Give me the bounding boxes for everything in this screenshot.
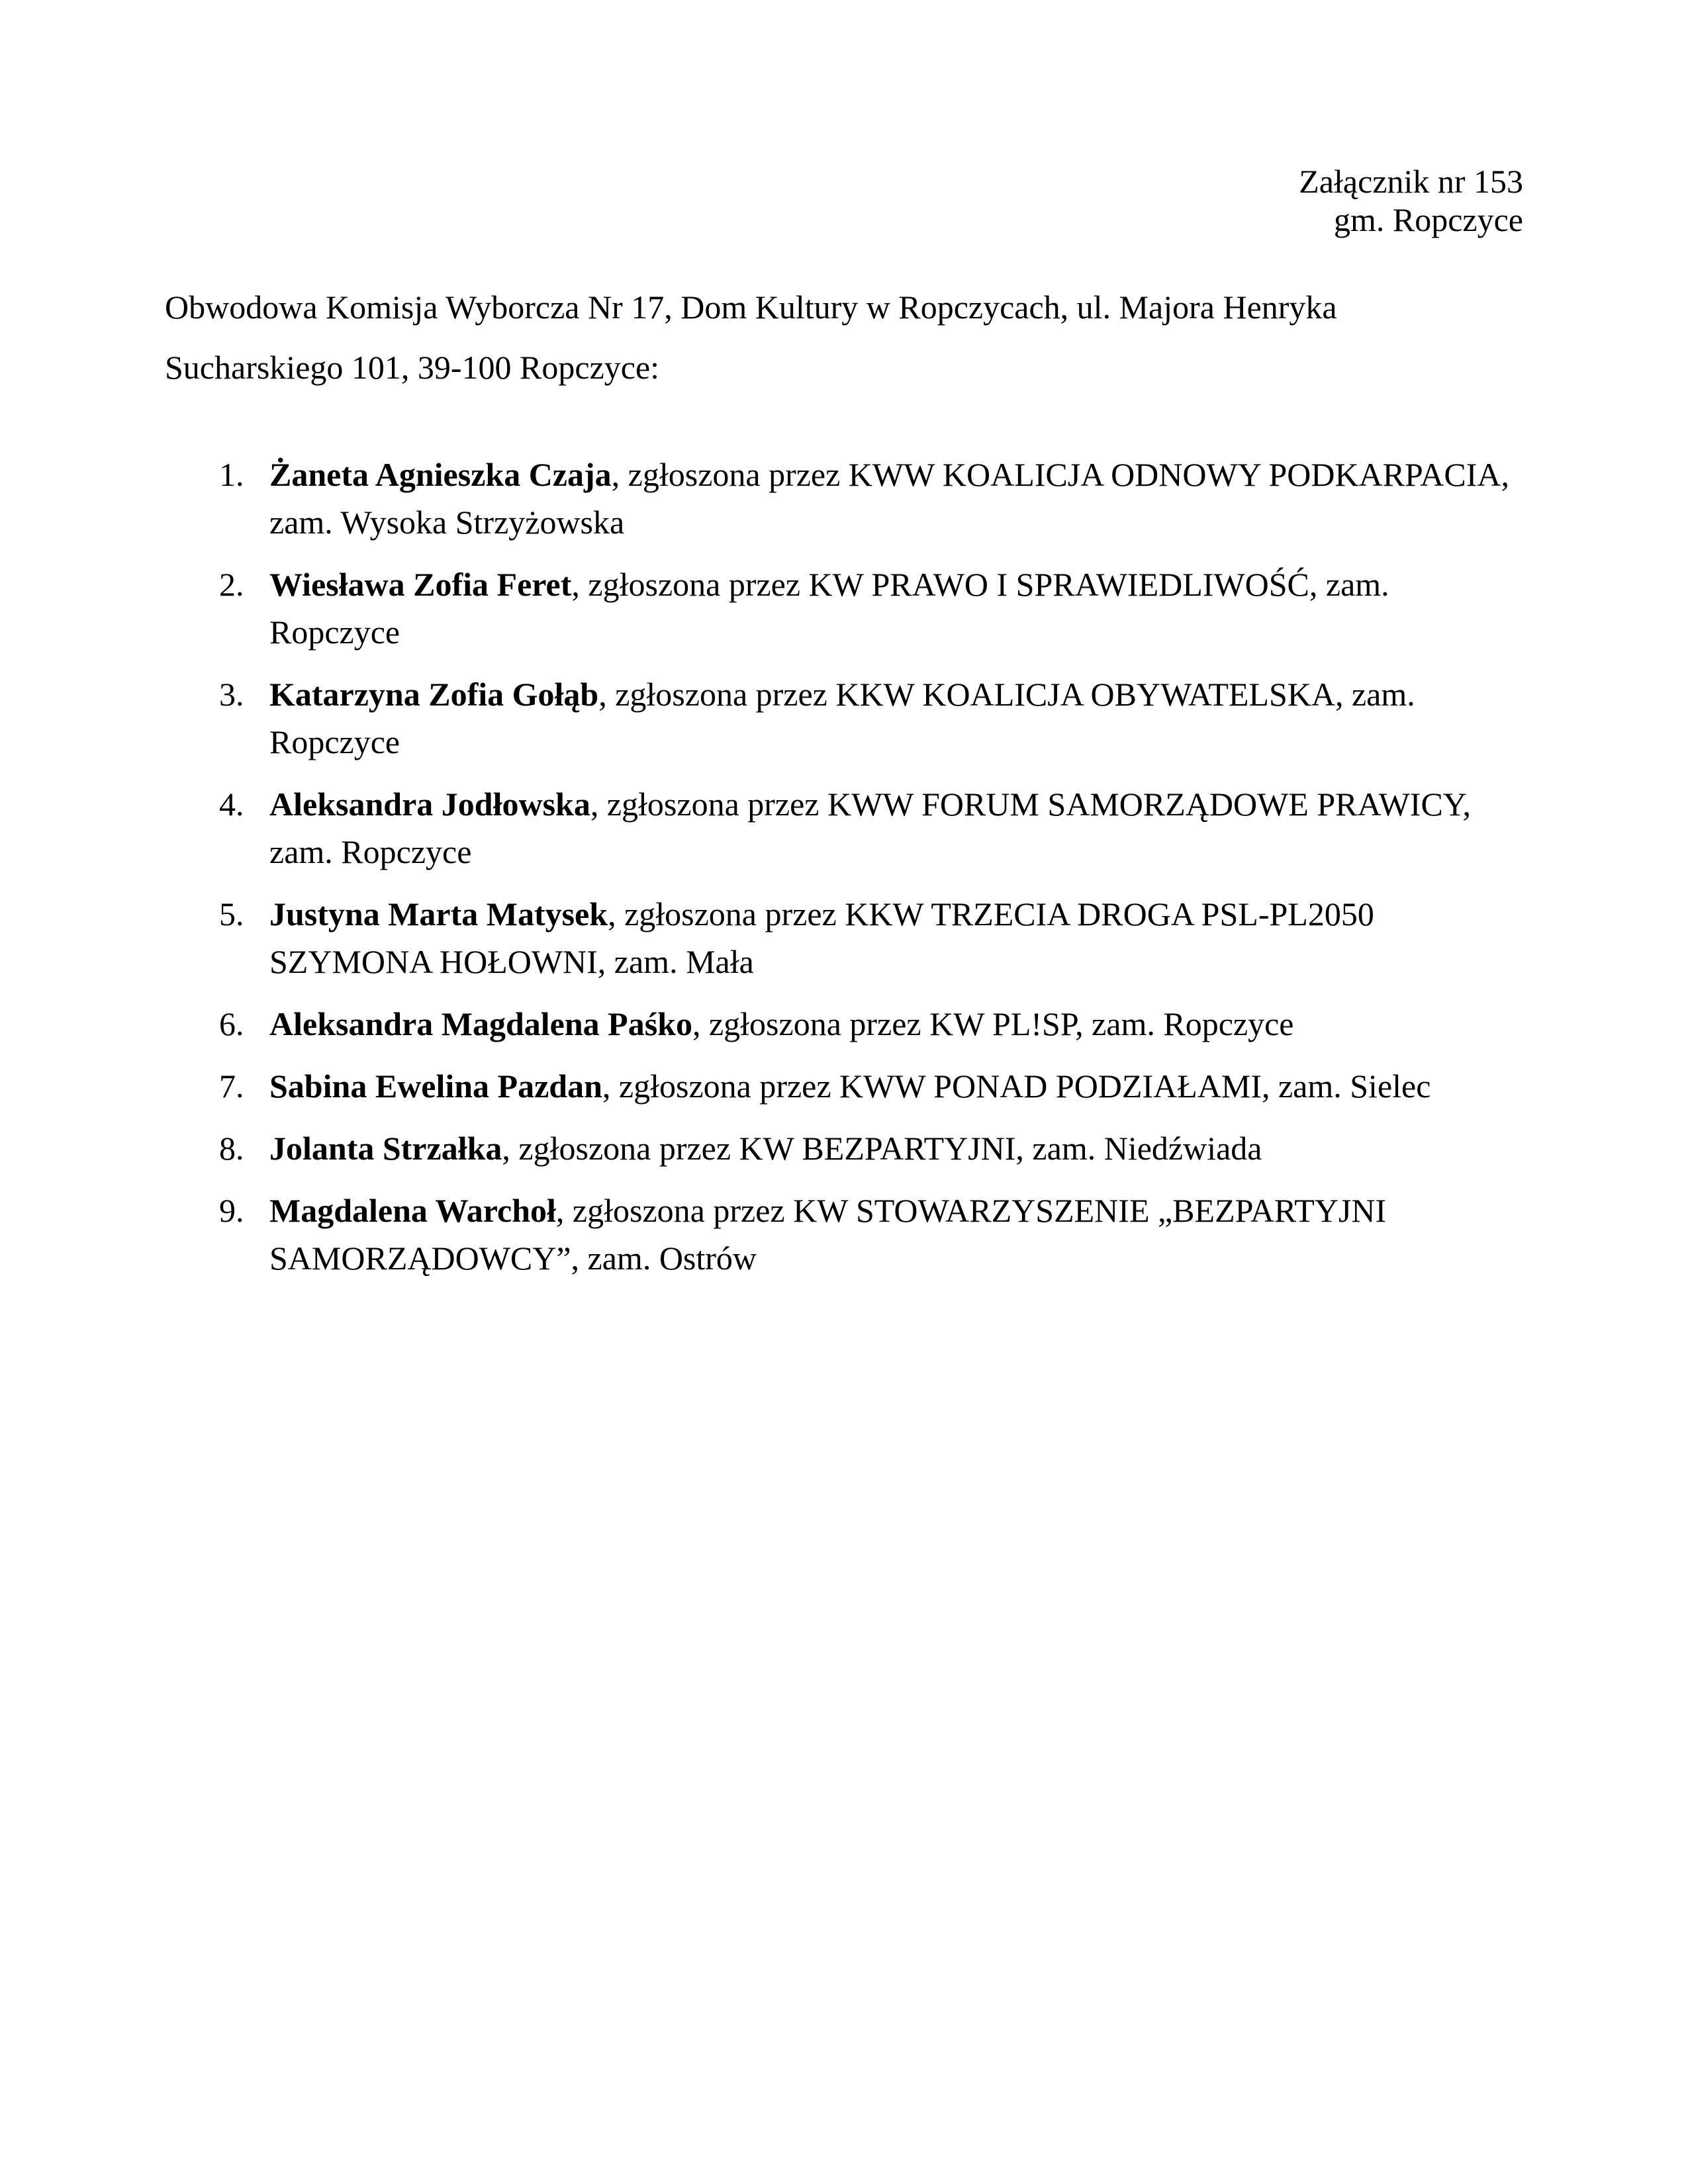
member-name: Aleksandra Jodłowska: [269, 786, 590, 823]
member-name: Żaneta Agnieszka Czaja: [269, 456, 612, 493]
member-details: , zgłoszona przez KW PL!SP, zam. Ropczyce: [692, 1005, 1294, 1042]
member-name: Magdalena Warchoł: [269, 1192, 556, 1229]
item-number: 6.: [219, 1005, 244, 1042]
member-details: , zgłoszona przez KW BEZPARTYJNI, zam. Niedźwiada: [502, 1130, 1262, 1167]
list-item: [165, 670, 1523, 766]
member-name: Justyna Marta Matysek: [269, 895, 608, 933]
municipality: gm. Ropczyce: [1333, 201, 1523, 238]
member-name: Katarzyna Zofia Gołąb: [269, 676, 599, 713]
list-item: [165, 1124, 1523, 1172]
members-list: [165, 451, 1523, 1297]
member-details: , zgłoszona przez KWW KOALICJA ODNOWY PODKARPACIA, zam. Wysoka Strzyżowska: [269, 456, 1509, 541]
member-name: Jolanta Strzałka: [269, 1130, 502, 1167]
commission-description: Obwodowa Komisja Wyborcza Nr 17, Dom Kultury w Ropczycach, ul. Majora Henryka Sucharskiego 101, 39-100 Ropczyce:: [165, 289, 1337, 386]
attachment-number: Załącznik nr 153: [1299, 163, 1523, 200]
member-details: , zgłoszona przez KW STOWARZYSZENIE „BEZPARTYJNI SAMORZĄDOWCY”, zam. Ostrów: [269, 1192, 1387, 1277]
item-number: 2.: [219, 566, 244, 603]
document-header: [1299, 162, 1523, 239]
member-details: , zgłoszona przez KKW TRZECIA DROGA PSL-PL2050 SZYMONA HOŁOWNI, zam. Mała: [269, 895, 1374, 980]
item-number: 7.: [219, 1068, 244, 1105]
member-details: , zgłoszona przez KKW KOALICJA OBYWATELSKA, zam. Ropczyce: [269, 676, 1415, 760]
list-item: [165, 561, 1523, 656]
member-details: , zgłoszona przez KW PRAWO I SPRAWIEDLIWOŚĆ, zam. Ropczyce: [269, 566, 1389, 651]
item-number: 9.: [219, 1192, 244, 1229]
list-item: [165, 1187, 1523, 1282]
item-number: 1.: [219, 456, 244, 493]
item-number: 8.: [219, 1130, 244, 1167]
list-item: [165, 1000, 1523, 1048]
list-item: [165, 780, 1523, 876]
list-item: [165, 451, 1523, 546]
member-name: Wiesława Zofia Feret: [269, 566, 572, 603]
list-item: [165, 890, 1523, 985]
item-number: 5.: [219, 895, 244, 933]
member-details: , zgłoszona przez KWW FORUM SAMORZĄDOWE PRAWICY, zam. Ropczyce: [269, 786, 1471, 870]
member-name: Aleksandra Magdalena Paśko: [269, 1005, 692, 1042]
list-item: [165, 1062, 1523, 1110]
member-details: , zgłoszona przez KWW PONAD PODZIAŁAMI, zam. Sielec: [602, 1068, 1431, 1105]
member-name: Sabina Ewelina Pazdan: [269, 1068, 602, 1105]
item-number: 3.: [219, 676, 244, 713]
item-number: 4.: [219, 786, 244, 823]
